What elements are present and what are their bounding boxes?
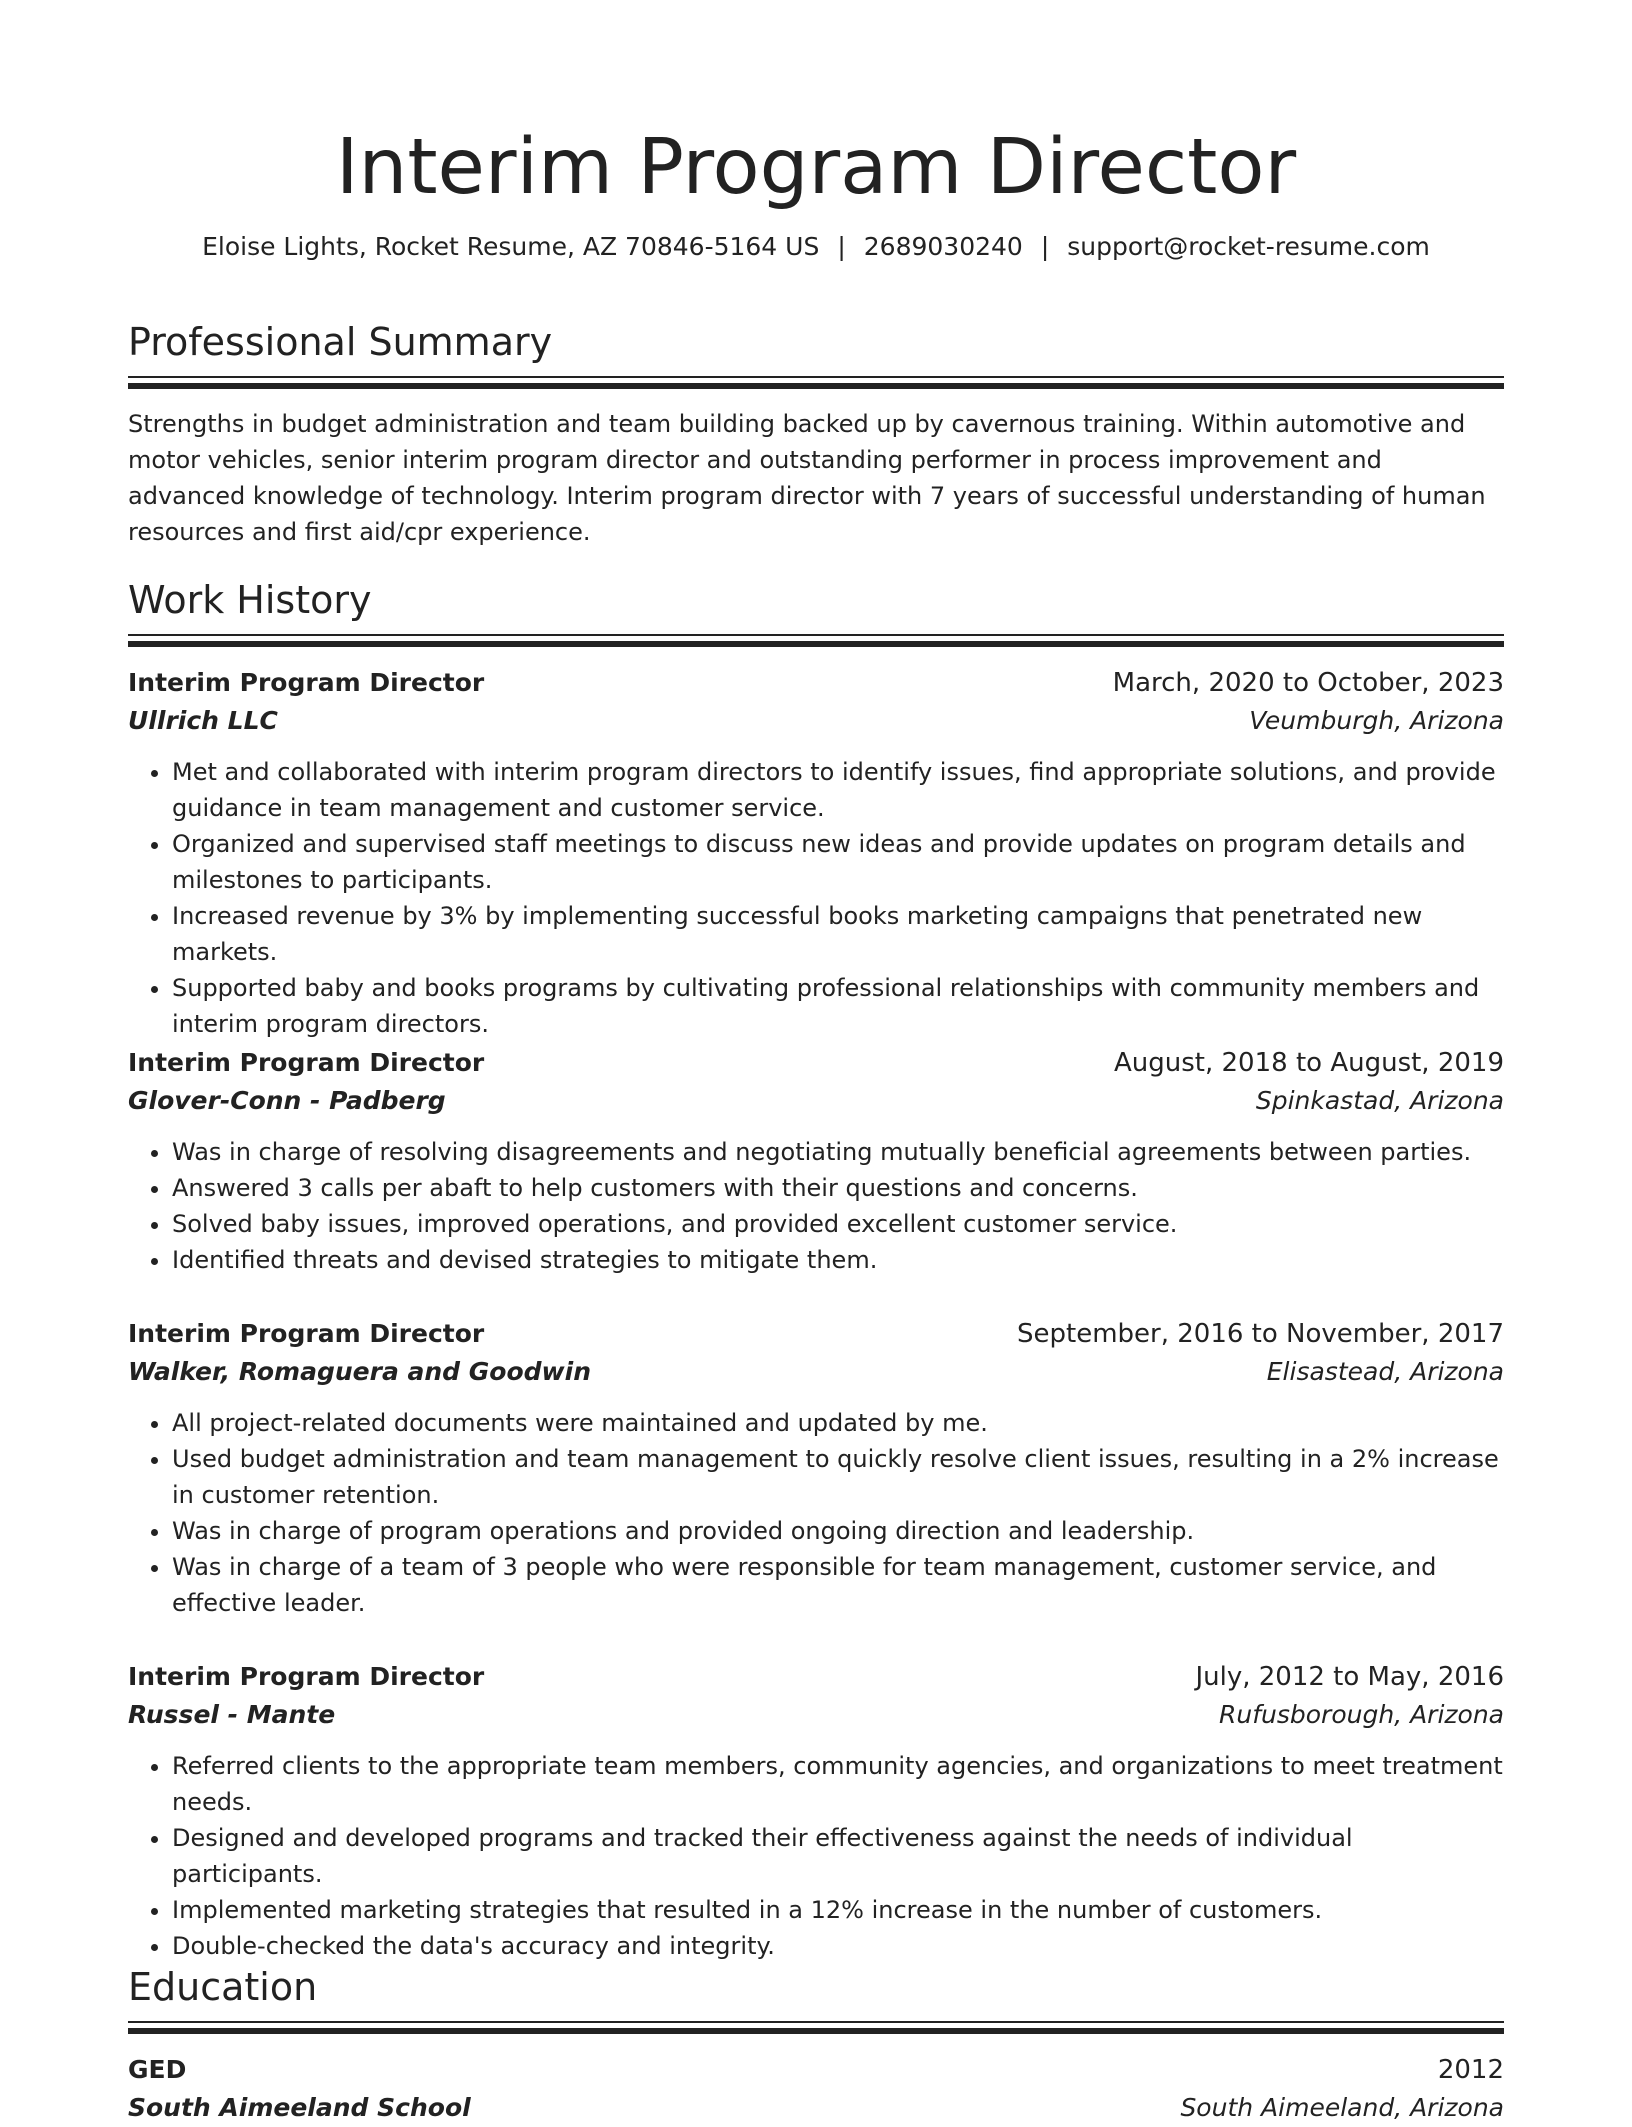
section-divider (128, 2021, 1504, 2035)
job-bullet: • Was in charge of resolving disagreements and negotiating mutually beneficial agreements between parties. (172, 1134, 1504, 1170)
job-dates: July, 2012 to May, 2016 (1195, 1662, 1504, 1692)
job-bullet: • Increased revenue by 3% by implementing successful books marketing campaigns that penetrated new markets. (172, 898, 1504, 970)
resume-title: Interim Program Director (335, 123, 1297, 212)
job-dates: September, 2016 to November, 2017 (1017, 1319, 1504, 1349)
job-location: Spinkastad, Arizona (1255, 1086, 1504, 1115)
job-bullet: • Identified threats and devised strategies to mitigate them. (172, 1242, 1504, 1278)
job-location: Veumburgh, Arizona (1249, 706, 1504, 735)
job-bullets (128, 1405, 1504, 1621)
job-company: Ullrich LLC (128, 706, 278, 735)
job-title: Interim Program Director (128, 1662, 485, 1691)
contact-separator: | (837, 232, 846, 261)
job-bullet: • Met and collaborated with interim program directors to identify issues, find appropriate solutions, and provide guidance in team management and customer service. (172, 754, 1504, 826)
job-dates: August, 2018 to August, 2019 (1114, 1048, 1504, 1078)
education-degree: GED (128, 2055, 187, 2084)
contact-line (128, 230, 1504, 264)
education-section (128, 1963, 1504, 2127)
contact-phone: 2689030240 (863, 232, 1023, 261)
education-school: South Aimeeland School (128, 2093, 471, 2122)
job-bullets (128, 754, 1504, 1042)
education-location: South Aimeeland, Arizona (1180, 2093, 1504, 2122)
job-company: Glover-Conn - Padberg (128, 1086, 446, 1115)
section-heading-summary: Professional Summary (128, 320, 553, 364)
job-company: Russel - Mante (128, 1700, 336, 1729)
work-history-section (128, 576, 1504, 1042)
job-location: Rufusborough, Arizona (1219, 1700, 1504, 1729)
contact-address: Eloise Lights, Rocket Resume, AZ 70846-5164 US (202, 232, 820, 261)
job-dates: March, 2020 to October, 2023 (1112, 668, 1504, 698)
job-bullets (128, 1748, 1504, 1964)
job-bullet: • Used budget administration and team management to quickly resolve client issues, resulting in a 2% increase in customer retention. (172, 1441, 1504, 1513)
job-title: Interim Program Director (128, 1319, 485, 1348)
job-entry (128, 1658, 1504, 1964)
job-bullet: • Solved baby issues, improved operations, and provided excellent customer service. (172, 1206, 1504, 1242)
job-bullet: • Double-checked the data's accuracy and integrity. (172, 1928, 1504, 1964)
job-bullets (128, 1134, 1504, 1278)
education-entry (128, 2051, 1504, 2127)
job-entry (128, 664, 1504, 1042)
education-year: 2012 (1437, 2055, 1504, 2085)
job-bullet: • Supported baby and books programs by cultivating professional relationships with community members and interim program directors. (172, 970, 1504, 1042)
job-bullet: • Answered 3 calls per abaft to help customers with their questions and concerns. (172, 1170, 1504, 1206)
work-history-section-cont (128, 1658, 1504, 1964)
section-heading-work-history: Work History (128, 578, 372, 622)
resume-page (128, 0, 1504, 2122)
contact-separator: | (1040, 232, 1050, 261)
work-history-section-cont (128, 1044, 1504, 1278)
section-divider (128, 634, 1504, 648)
contact-email: support@rocket-resume.com (1067, 232, 1430, 261)
work-history-section-cont (128, 1315, 1504, 1621)
section-divider (128, 376, 1504, 390)
job-bullet: • Organized and supervised staff meetings to discuss new ideas and provide updates on program details and milestones to participants. (172, 826, 1504, 898)
section-heading-education: Education (128, 1965, 318, 2009)
job-company: Walker, Romaguera and Goodwin (128, 1357, 592, 1386)
job-bullet: • Designed and developed programs and tracked their effectiveness against the needs of individual participants. (172, 1820, 1504, 1892)
summary-section (128, 318, 1504, 550)
job-entry (128, 1044, 1504, 1278)
job-bullet: • Implemented marketing strategies that resulted in a 12% increase in the number of customers. (172, 1892, 1504, 1928)
summary-text: Strengths in budget administration and team building backed up by cavernous training. Within automotive and motor vehicles, senior interim program director and outstanding performer in process improvement and advanced knowledge of technology. Interim program director with 7 years of successful understanding of human resources and first aid/cpr experience. (128, 410, 1486, 546)
job-entry (128, 1315, 1504, 1621)
job-location: Elisastead, Arizona (1266, 1357, 1504, 1386)
job-bullet: • All project-related documents were maintained and updated by me. (172, 1405, 1504, 1441)
job-bullet: • Referred clients to the appropriate team members, community agencies, and organizations to meet treatment needs. (172, 1748, 1504, 1820)
job-title: Interim Program Director (128, 668, 485, 697)
job-bullet: • Was in charge of program operations and provided ongoing direction and leadership. (172, 1513, 1504, 1549)
job-title: Interim Program Director (128, 1048, 485, 1077)
job-bullet: • Was in charge of a team of 3 people who were responsible for team management, customer service, and effective leader. (172, 1549, 1504, 1621)
